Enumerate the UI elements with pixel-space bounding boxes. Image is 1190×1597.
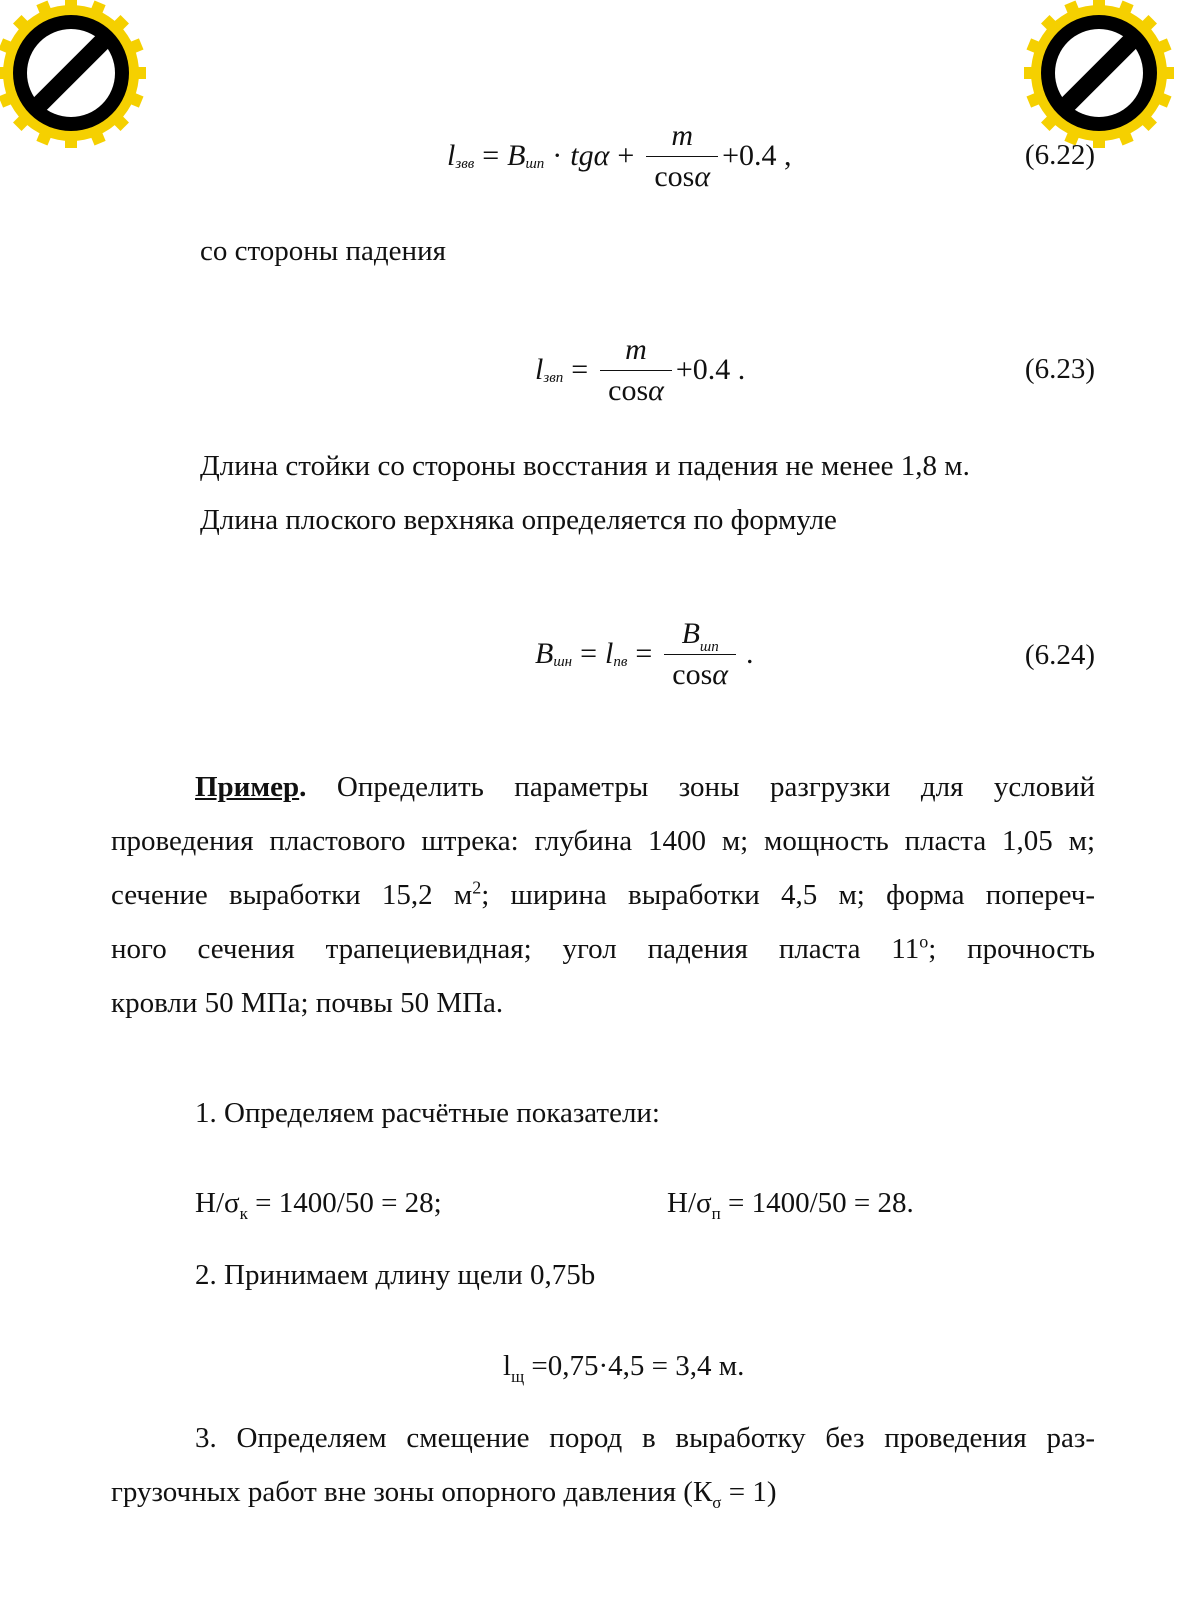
step-1: 1. Определяем расчётные показатели: (195, 1097, 660, 1129)
eq622-den-alpha: α (694, 159, 711, 193)
example-line-5: кровли 50 МПа; почвы 50 МПа. (111, 987, 504, 1019)
step-2: 2. Принимаем длину щели 0,75b (195, 1259, 596, 1291)
calc2-a: H/σ (667, 1187, 712, 1219)
step-3-line-2-sub: σ (712, 1492, 722, 1512)
prohibited-badge-right-icon (1024, 0, 1174, 148)
eq624-cos: cos (672, 657, 713, 691)
step-3-line-2-b: = 1) (721, 1476, 777, 1508)
example-line-1-rest: Определить параметры зоны разгрузки для условий (306, 771, 1095, 803)
eq624-numerator (674, 618, 727, 654)
calc2-sub: п (711, 1203, 721, 1223)
example-line-4 (111, 922, 1095, 976)
example-title: Пример (195, 771, 300, 803)
calc3-b: =0,75·4,5 = 3,4 м. (524, 1350, 745, 1382)
example-paragraph (111, 760, 1095, 1030)
example-title-dot: . (299, 771, 307, 803)
calc3-sub: щ (511, 1366, 525, 1386)
eq623-lhs-var: l (535, 353, 544, 386)
calc-floor (667, 1187, 914, 1223)
eq622-numerator: m (671, 119, 694, 152)
eq622-lhs-sub: звв (455, 155, 475, 172)
eq623-equals: = (571, 353, 589, 386)
calc-roof (195, 1187, 442, 1223)
example-line-3 (111, 868, 1095, 922)
eq622-dot: · (552, 139, 563, 172)
eq622-equals: = (482, 139, 500, 172)
eq623-tail: +0.4 . (675, 353, 746, 386)
eq622-b-sub: шп (525, 155, 545, 172)
text-fall-side: со стороны падения (200, 235, 446, 267)
eq623-numerator: m (625, 333, 647, 366)
calc1-sub: к (239, 1203, 248, 1223)
example-line-1 (111, 760, 1095, 814)
eq622-alpha: α (593, 139, 610, 172)
example-line-4-a: ного сечения трапециевидная; угол падения пласта 11 (111, 933, 920, 965)
example-line-4-b: ; прочность (928, 933, 1095, 965)
eq624-mid-var: l (605, 637, 614, 670)
eq622-b-var: B (507, 139, 526, 172)
eq624-lhs-var: B (535, 637, 554, 670)
eq623-denominator (600, 370, 672, 407)
calc1-a: H/σ (195, 1187, 240, 1219)
calc2-b: = 1400/50 = 28. (720, 1187, 914, 1219)
eq623-lhs-sub: звп (543, 369, 564, 386)
eq622-plus: + (617, 139, 635, 172)
text-cap-length: Длина плоского верхняка определяется по формуле (200, 504, 837, 536)
step-3-paragraph (111, 1411, 1095, 1519)
eq624-equals1: = (580, 637, 598, 670)
eq624-equals2: = (635, 637, 653, 670)
eq622-tg: tg (570, 139, 594, 172)
example-line-2: проведения пластового штрека: глубина 1400 м; мощность пласта 1,05 м; (111, 825, 1095, 857)
equation-6-24 (535, 618, 754, 690)
equation-6-22 (447, 120, 791, 192)
eq624-tail: . (746, 637, 754, 670)
equation-6-23 (535, 334, 745, 406)
eq624-number: (6.24) (1024, 639, 1095, 671)
step-3-line-2 (111, 1465, 1095, 1519)
eq624-fraction (664, 618, 736, 690)
example-line-4-sup: о (919, 931, 929, 952)
eq622-lhs-var: l (447, 139, 456, 172)
eq623-number: (6.23) (1024, 353, 1095, 385)
eq624-mid-sub: пв (613, 653, 628, 670)
example-line-3-b: ; ширина выработки 4,5 м; форма попереч- (481, 879, 1095, 911)
eq624-denominator (664, 654, 736, 691)
eq622-number: (6.22) (1024, 139, 1095, 171)
calc1-b: = 1400/50 = 28; (247, 1187, 442, 1219)
example-line-3-a: сечение выработки 15,2 м (111, 879, 473, 911)
step-3-line-2-a: грузочных работ вне зоны опорного давления (К (111, 1476, 713, 1508)
eq623-fraction (600, 334, 672, 406)
eq624-num-var: B (681, 617, 700, 650)
text-stand-length: Длина стойки со стороны восстания и падения не менее 1,8 м. (200, 450, 970, 482)
eq624-num-sub: шп (699, 639, 719, 655)
step-3-line-1: 3. Определяем смещение пород в выработку без проведения раз- (195, 1422, 1095, 1454)
eq622-tail: +0.4 , (722, 139, 792, 172)
eq622-denominator (646, 156, 718, 193)
example-line-3-sup: 2 (472, 877, 482, 898)
eq624-den-alpha: α (712, 657, 729, 691)
eq624-lhs-sub: шн (553, 653, 573, 670)
eq622-cos: cos (654, 159, 695, 193)
prohibited-badge-left-icon (0, 0, 146, 148)
eq623-den-alpha: α (648, 373, 664, 407)
eq622-fraction (646, 120, 718, 192)
eq623-cos: cos (608, 373, 649, 407)
calc3-a: l (503, 1350, 512, 1382)
calc-slot-length (503, 1350, 745, 1386)
